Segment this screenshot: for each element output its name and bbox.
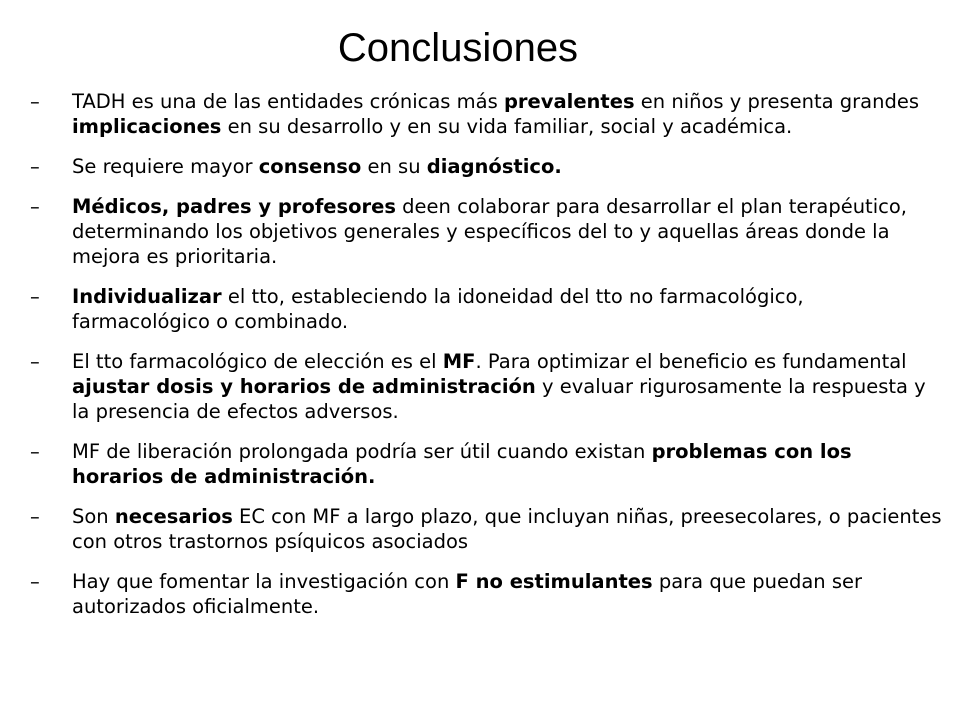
bullet-dash: – [30,285,40,308]
bold-text-segment: ajustar dosis y horarios de administración [72,375,536,398]
text-segment: Son [72,505,115,528]
bullet-dash: – [30,195,40,218]
bullet-item [30,504,942,554]
bullet-text [72,505,942,553]
bullet-item [30,194,942,269]
text-segment: Se requiere mayor [72,155,259,178]
bold-text-segment: diagnóstico. [426,155,562,178]
bullet-dash: – [30,155,40,178]
text-segment: deen colaborar para desarrollar el plan terapéutico, determinando los objetivos generales y específicos del to y aquellas áreas donde la mejora es prioritaria. [72,195,907,268]
text-segment: El tto farmacológico de elección es el [72,350,443,373]
bold-text-segment: Médicos, padres y profesores [72,195,396,218]
text-segment: . Para optimizar el beneficio es fundamental [475,350,907,373]
text-segment: MF de liberación prolongada podría ser útil cuando existan [72,440,652,463]
bullet-dash: – [30,350,40,373]
bullet-dash: – [30,505,40,528]
bold-text-segment: problemas con los horarios de administración. [72,440,852,488]
bullet-item [30,349,942,424]
text-segment: y evaluar rigurosamente la respuesta y la presencia de efectos adversos. [72,375,926,423]
bullet-text [72,195,907,268]
text-segment: Hay que fomentar la investigación con [72,570,456,593]
bold-text-segment: F no estimulantes [455,570,653,593]
text-segment: en niños y presenta grandes [634,90,920,113]
slide-title: Conclusiones [337,26,579,70]
text-segment: EC con MF a largo plazo, que incluyan niñas, preesecolares, o pacientes con otros trastornos psíquicos asociados [72,505,942,553]
text-segment: en su desarrollo y en su vida familiar, social y académica. [221,115,793,138]
bold-text-segment: implicaciones [72,115,222,138]
conclusions-list [30,89,942,634]
text-segment: el tto, estableciendo la idoneidad del tto no farmacológico, farmacológico o combinado. [72,285,804,333]
bullet-dash: – [30,570,40,593]
bold-text-segment: Individualizar [72,285,222,308]
bullet-item [30,154,942,179]
bullet-text [72,440,852,488]
bold-text-segment: MF [442,350,476,373]
bullet-item [30,569,942,619]
bullet-item [30,284,942,334]
bold-text-segment: necesarios [114,505,233,528]
bullet-dash: – [30,90,40,113]
bullet-text [72,285,804,333]
bullet-text [72,350,926,423]
bold-text-segment: consenso [258,155,362,178]
bullet-text [72,155,562,178]
bullet-text [72,570,862,618]
bullet-text [72,90,919,138]
text-segment: TADH es una de las entidades crónicas más [72,90,504,113]
bullet-item [30,89,942,139]
text-segment: en su [361,155,427,178]
bullet-dash: – [30,440,40,463]
text-segment: para que puedan ser autorizados oficialmente. [72,570,863,618]
bullet-item [30,439,942,489]
bold-text-segment: prevalentes [503,90,635,113]
